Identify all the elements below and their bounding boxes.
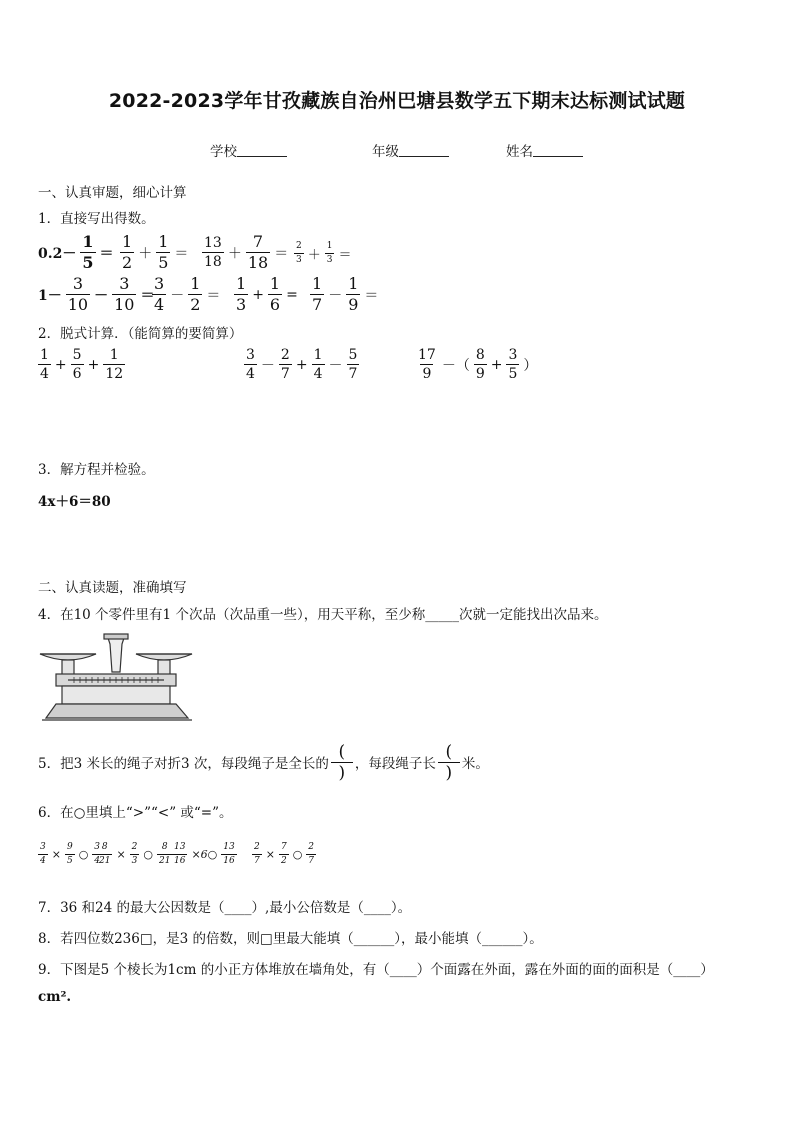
q1-item-4: $\frac{2}{3}$ ＋ $\frac{1}{3}$ ＝ [296,241,352,265]
section-1-heading: 一、认真审题，细心计算 [38,185,187,201]
equation: 4x＋6＝80 [38,494,111,510]
grade-blank[interactable] [399,144,449,157]
q1-item-5: 1－ $\frac{3}{10}$ － $\frac{3}{10}$ ＝ [38,274,155,314]
name-blank[interactable] [533,144,583,157]
q1-item-2: $\frac{1}{2}$ ＋ $\frac{1}{5}$ ＝ [122,232,189,272]
q2-item-1: $\frac{1}{4}$ + $\frac{5}{6}$ + $\frac{1}{12}$ [40,347,124,382]
q1-item-3: $\frac{13}{18}$ ＋ $\frac{7}{18}$ ＝ [204,232,289,272]
question-9-unit: cm². [38,989,72,1005]
name-label: 姓名 [506,144,533,160]
grade-field[interactable] [372,140,449,160]
q6-item-4: $\frac{2}{7}$ × $\frac{7}{2}$ ○ $\frac{2}{7}$ [254,842,315,866]
q2-item-3: $\frac{17}{9}$ －（ $\frac{8}{9}$ + $\frac{3}{5}$ ） [418,347,538,382]
question-2: 2．脱式计算．（能简算的要简算） [38,326,243,342]
q5-blank-fraction-1[interactable]: $\frac{(}{)}$ [331,742,353,783]
q1-item-6: $\frac{3}{4}$ － $\frac{1}{2}$ ＝ [154,274,221,314]
q6-item-2: $\frac{8}{21}$ × $\frac{2}{3}$ ○ $\frac{8}{21}$ [99,842,171,866]
question-8: 8．若四位数236□，是3 的倍数，则□里最大能填（______），最小能填（______）。 [38,931,543,947]
q6-item-3: $\frac{13}{16}$ ×6○ $\frac{13}{16}$ [174,842,235,866]
question-1: 1．直接写出得数。 [38,211,155,227]
q1-item-7: $\frac{1}{3}$ + $\frac{1}{6}$ = [236,274,298,314]
q2-item-2: $\frac{3}{4}$ － $\frac{2}{7}$ + $\frac{1}{4}$ － $\frac{5}{7}$ [246,347,358,382]
grade-label: 年级 [372,144,399,160]
q6-compare-circle-2[interactable]: ○ [143,848,154,861]
q6-compare-circle-1[interactable]: ○ [78,848,89,861]
q1-item-1: 0.2－ $\frac{1}{5}$ ＝ [38,232,114,272]
balance-scale-icon [38,628,196,724]
section-2-heading: 二、认真读题，准确填写 [38,580,187,596]
question-9: 9．下图是5 个棱长为1cm 的小正方体堆放在墙角处，有（____）个面露在外面，露在外面的面的面积是（____） [38,962,714,978]
q6-compare-circle-4[interactable]: ○ [292,848,303,861]
page-title: 2022-2023学年甘孜藏族自治州巴塘县数学五下期末达标测试试题 [108,90,686,112]
school-blank[interactable] [237,144,287,157]
question-7: 7．36 和24 的最大公因数是（____）,最小公倍数是（____）。 [38,900,412,916]
question-3: 3．解方程并检验。 [38,462,155,478]
school-label: 学校 [210,144,237,160]
question-5: 5．把3 米长的绳子对折3 次，每段绳子是全长的 $\frac{(}{)}$ ，每段绳子长 $\frac{(}{)}$ 米。 [38,741,489,783]
q1-item-8: $\frac{1}{7}$ － $\frac{1}{9}$ ＝ [312,274,379,314]
q6-item-1: $\frac{3}{4}$ × $\frac{9}{5}$ ○ $\frac{3}{4}$ [40,842,101,866]
school-field[interactable] [210,140,287,160]
q5-blank-fraction-2[interactable]: $\frac{(}{)}$ [438,742,460,783]
q6-compare-circle-3[interactable]: ×6○ [191,848,218,861]
name-field[interactable] [506,140,583,160]
question-4: 4．在10 个零件里有1 个次品（次品重一些），用天平称，至少称_____次就一定能找出次品来。 [38,607,608,623]
question-6: 6．在○里填上“>”“<” 或“=”。 [38,805,233,821]
